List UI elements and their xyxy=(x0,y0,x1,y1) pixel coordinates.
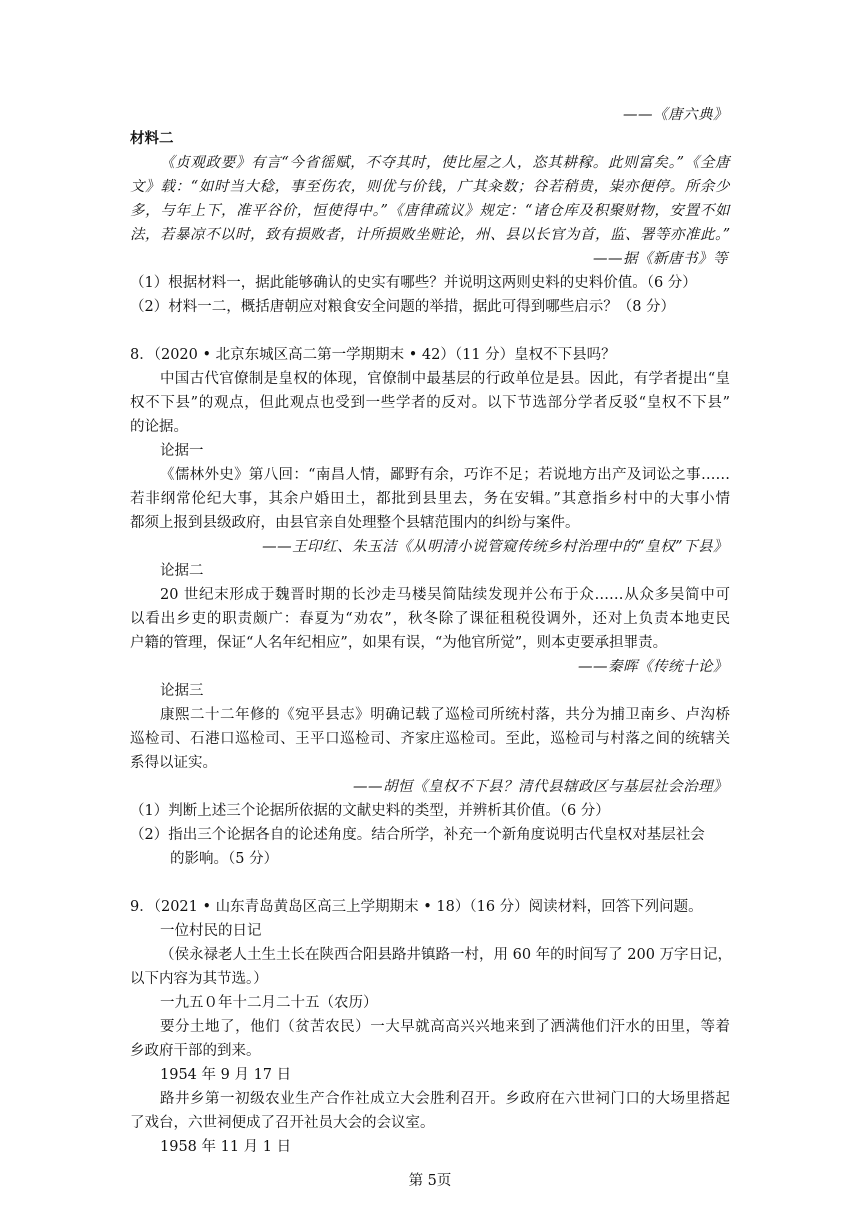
diary-date: 1958 年 11 月 1 日 xyxy=(160,1139,292,1155)
q8-intro-line: 权不下县”的观点，但此观点也受到一些学者的反对。以下节选部分学者反驳“皇权不下县” xyxy=(130,395,730,411)
material2-line: 多，与年上下，准平谷价，恒使得中。”《唐律疏议》规定：“诸仓库及积聚财物，安置不如 xyxy=(130,203,730,219)
page-number: 第 5页 xyxy=(408,1173,452,1189)
evidence2-line: 20 世纪末形成于魏晋时期的长沙走马楼吴简陆续发现并公布于众……从众多吴简中可 xyxy=(160,587,730,603)
evidence3-source: ——胡恒《皇权不下县？清代县辖政区与基层社会治理》 xyxy=(353,779,728,795)
q8-subquestion-1: （1）判断上述三个论据所依据的文献史料的类型，并辨析其价值。（6 分） xyxy=(130,803,610,819)
q7-subquestion-2: （2）材料一二，概括唐朝应对粮食安全问题的举措，据此可得到哪些启示？（8 分） xyxy=(130,299,676,315)
diary-date: 1954 年 9 月 17 日 xyxy=(160,1067,292,1083)
diary-line: 乡政府干部的到来。 xyxy=(130,1043,261,1059)
evidence3-label: 论据三 xyxy=(160,683,204,699)
diary-date: 一九五０年十二月二十五（农历） xyxy=(160,995,378,1011)
diary-line: 了戏台，六世祠便成了召开社员大会的会议室。 xyxy=(130,1115,435,1131)
q8-subquestion-2: （2）指出三个论据各自的论述角度。结合所学，补充一个新角度说明古代皇权对基层社会 xyxy=(130,827,705,843)
evidence1-label: 论据一 xyxy=(160,443,204,459)
q9-subtitle: 一位村民的日记 xyxy=(160,923,262,939)
material2-line: 《贞观政要》有言“今省徭赋，不夺其时，使比屋之人，恣其耕稼。此则富矣。”《全唐 xyxy=(160,155,730,171)
q9-title: 9．（2021 • 山东青岛黄岛区高三上学期期末 • 18）（16 分）阅读材料，回答下列问题。 xyxy=(130,899,703,915)
q8-title: 8．（2020 • 北京东城区高二第一学期期末 • 42）（11 分）皇权不下县吗？ xyxy=(130,347,616,363)
evidence2-label: 论据二 xyxy=(160,563,204,579)
material2-line: 文》载：“如时当大稔，事至伤农，则优与价钱，广其籴数；谷若稍贵，粜亦便停。所余少 xyxy=(130,179,730,195)
evidence1-line: 若非纲常伦纪大事，其余户婚田土，都批到县里去，务在安辑。”其意指乡村中的大事小情 xyxy=(130,491,730,507)
evidence1-line: 《儒林外史》第八回：“南昌人情，鄙野有余，巧诈不足；若说地方出产及词讼之事…… xyxy=(160,467,730,483)
evidence2-line: 以看出乡吏的职责颇广：春夏为“劝农”，秋冬除了课征租税役调外，还对上负责本地吏民 xyxy=(130,611,730,627)
evidence3-line: 巡检司、石港口巡检司、王平口巡检司、齐家庄巡检司。至此，巡检司与村落之间的统辖关 xyxy=(130,731,730,747)
material2-heading: 材料二 xyxy=(130,130,174,147)
material1-source: ——《唐六典》 xyxy=(623,107,728,123)
evidence1-line: 都须上报到县级政府，由县官亲自处理整个县辖范围内的纠纷与案件。 xyxy=(130,515,580,531)
q8-intro-line: 中国古代官僚制是皇权的体现，官僚制中最基层的行政单位是县。因此，有学者提出“皇 xyxy=(160,371,730,387)
q7-subquestion-1: （1）根据材料一，据此能够确认的史实有哪些？并说明这两则史料的史料价值。（6 分） xyxy=(130,275,697,291)
evidence3-line: 康熙二十二年修的《宛平县志》明确记载了巡检司所统村落，共分为捕卫南乡、卢沟桥 xyxy=(160,707,730,723)
evidence1-source: ——王印红、朱玉洁《从明清小说管窥传统乡村治理中的“皇权”下县》 xyxy=(262,539,728,555)
evidence3-line: 系得以证实。 xyxy=(130,755,217,771)
material2-line: 法，若暴凉不以时，致有损败者，计所损败坐赃论，州、县以长官为首，监、署等亦准此。” xyxy=(130,227,731,243)
evidence2-line: 户籍的管理，保证“人名年纪相应”，如果有误，“为他官所觉”，则本吏要承担罪责。 xyxy=(130,635,668,651)
q8-intro-line: 的论据。 xyxy=(130,419,188,435)
diary-line: 路井乡第一初级农业生产合作社成立大会胜利召开。乡政府在六世祠门口的大场里搭起 xyxy=(160,1091,730,1107)
diary-line: 要分土地了，他们（贫苦农民）一大早就高高兴兴地来到了洒满他们汗水的田里，等着 xyxy=(160,1019,730,1035)
evidence2-source: ——秦晖《传统十论》 xyxy=(578,659,728,675)
material2-source: ——据《新唐书》等 xyxy=(593,251,728,267)
q8-subquestion-2-cont: 的影响。（5 分） xyxy=(170,851,279,867)
q9-note-line: （侯永禄老人土生土长在陕西合阳县路井镇路一村，用 60 年的时间写了 200 万字日记， xyxy=(160,947,733,963)
q9-note-line: 以下内容为其节选。） xyxy=(130,971,268,987)
